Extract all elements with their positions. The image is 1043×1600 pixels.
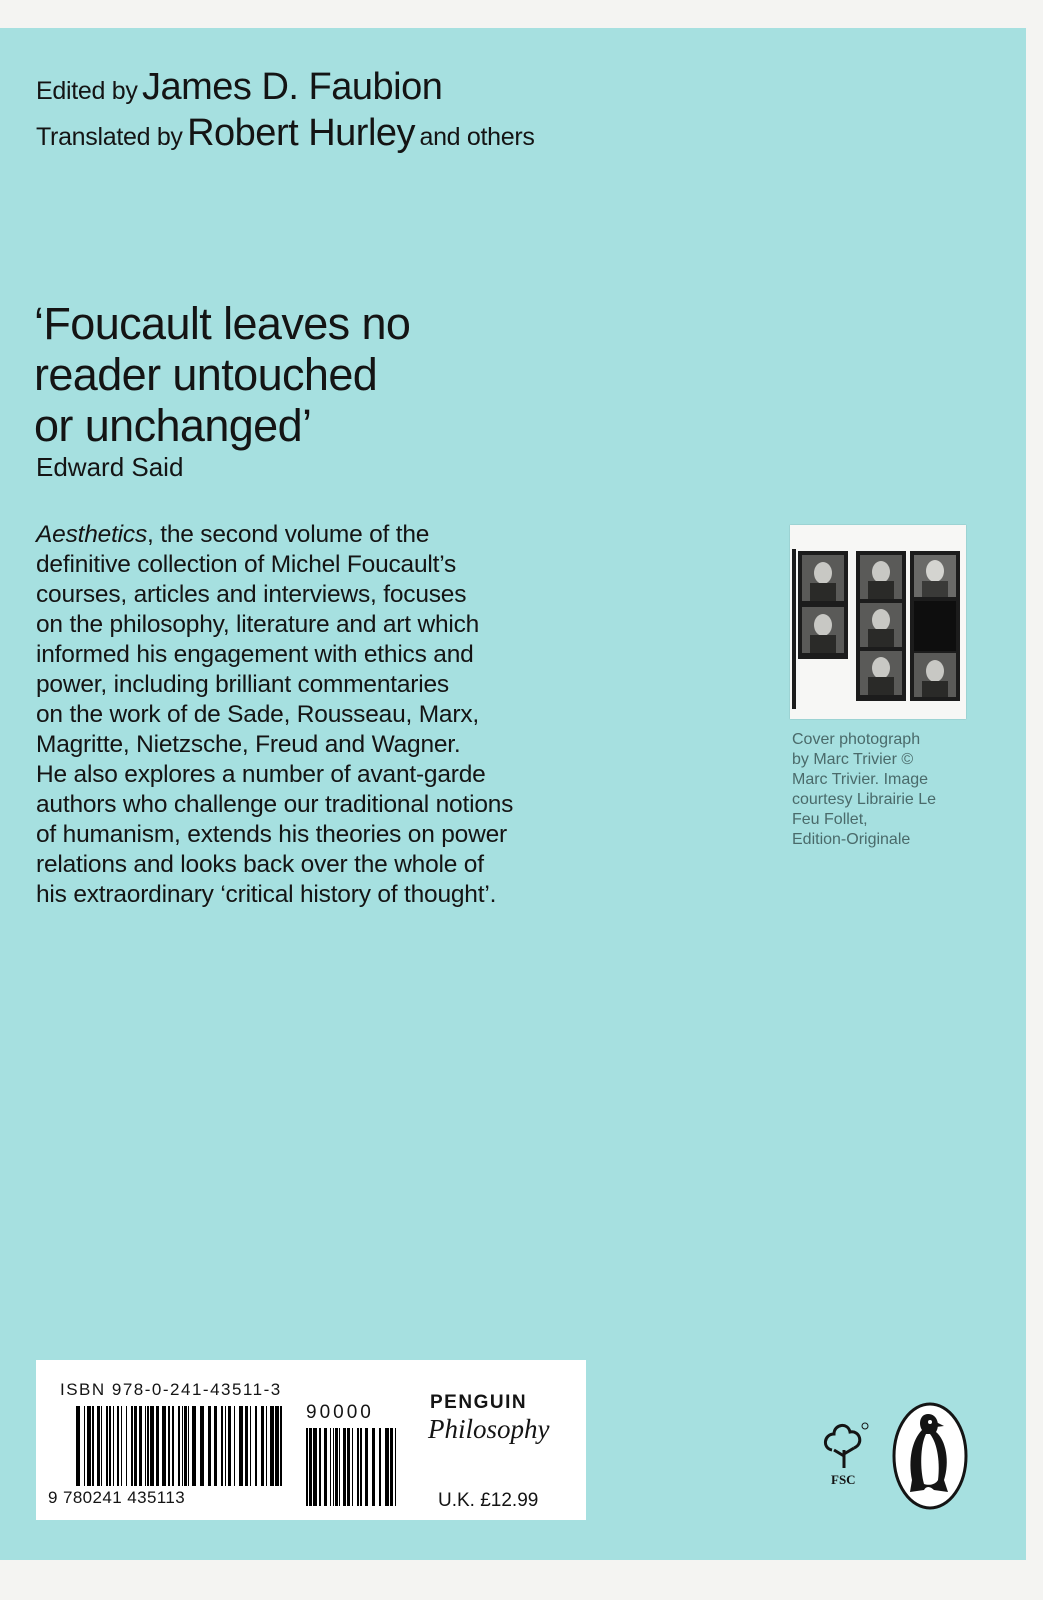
barcode-bar: [106, 1406, 108, 1486]
barcode-bar: [261, 1406, 264, 1486]
barcode-bar: [343, 1428, 346, 1506]
barcode-bar: [208, 1406, 211, 1486]
addon-barcode-icon: [306, 1428, 402, 1508]
barcode-bar: [313, 1428, 317, 1506]
barcode-bar: [188, 1406, 189, 1486]
series-name: Philosophy: [428, 1414, 550, 1444]
barcode-bar: [280, 1406, 282, 1486]
barcode-bar: [352, 1428, 353, 1506]
barcode-bar: [335, 1428, 338, 1506]
barcode-bar: [306, 1428, 308, 1506]
barcode-bar: [228, 1406, 231, 1486]
barcode-bar: [192, 1406, 196, 1486]
barcode-bar: [84, 1406, 85, 1486]
barcode-bar: [360, 1428, 362, 1506]
photo-credit: [792, 730, 936, 850]
book-title: Aesthetics: [36, 521, 148, 548]
translator-credit: [36, 114, 535, 152]
barcode-bar: [385, 1428, 389, 1506]
barcode-bar: [309, 1428, 312, 1506]
barcode-bar: [113, 1406, 114, 1486]
credits: [36, 68, 535, 152]
contact-sheet-image: [790, 525, 966, 719]
caption-line: courtesy Librairie Le: [792, 791, 937, 808]
blurb-line: He also explores a number of avant-garde: [36, 761, 486, 788]
barcode-bar: [245, 1406, 248, 1486]
barcode-digits: 9 780241 435113: [48, 1488, 186, 1507]
blurb-line: of humanism, extends his theories on power: [36, 821, 507, 848]
blurb-line: on the work of de Sade, Rousseau, Marx,: [36, 701, 479, 728]
barcode-bar: [131, 1406, 133, 1486]
barcode-bar: [250, 1406, 251, 1486]
barcode-bar: [372, 1428, 375, 1506]
blurb-line: relations and looks back over the whole of: [36, 851, 484, 878]
caption-line: by Marc Trivier ©: [792, 751, 914, 768]
barcode-bar: [357, 1428, 359, 1506]
fsc-label: FSC: [831, 1472, 856, 1487]
barcode-bar: [109, 1406, 111, 1486]
blurb-text: , the second volume of the: [147, 521, 430, 548]
barcode-bar: [200, 1406, 204, 1486]
contact-sheet-photo: [790, 525, 966, 719]
caption-line: Feu Follet,: [792, 811, 868, 828]
isbn-number: ISBN 978-0-241-43511-3: [60, 1380, 282, 1399]
barcode-bar: [150, 1406, 154, 1486]
barcode-bar: [339, 1428, 340, 1506]
barcode-bar: [134, 1406, 137, 1486]
editor-credit: [36, 68, 535, 106]
fsc-tree-logo-icon: [818, 1420, 870, 1472]
penguin-logo-icon: [890, 1400, 970, 1512]
barcode-bar: [333, 1428, 334, 1506]
price-addon-digits: 90000: [306, 1402, 374, 1423]
barcode-bar: [147, 1406, 149, 1486]
barcode-bar: [255, 1406, 257, 1486]
barcode-bar: [347, 1428, 350, 1506]
book-description: [36, 520, 626, 910]
barcode-bar: [239, 1406, 243, 1486]
translator-name: Robert Hurley: [187, 112, 416, 154]
barcode-bar: [139, 1406, 142, 1486]
barcode-bar: [178, 1406, 180, 1486]
barcode-bar: [117, 1406, 119, 1486]
barcode-bar: [275, 1406, 279, 1486]
blurb-line: his extraordinary ‘critical history of thought’.: [36, 881, 497, 908]
blurb-line: courses, articles and interviews, focuses: [36, 581, 467, 608]
publisher-name: PENGUIN: [430, 1392, 528, 1413]
quote-attribution: Edward Said: [36, 452, 184, 482]
blurb-line: power, including brilliant commentaries: [36, 671, 449, 698]
barcode-bar: [234, 1406, 235, 1486]
barcode-bar: [225, 1406, 226, 1486]
and-others-label: and others: [419, 123, 535, 151]
barcode-bar: [379, 1428, 381, 1506]
barcode-bar: [92, 1406, 94, 1486]
barcode-bar: [87, 1406, 91, 1486]
caption-line: Marc Trivier. Image: [792, 771, 929, 788]
quote-line: or unchanged’: [34, 400, 312, 451]
caption-line: Edition-Originale: [792, 831, 911, 848]
barcode-bar: [182, 1406, 183, 1486]
barcode-bar: [324, 1428, 327, 1506]
barcode-bar: [330, 1428, 331, 1506]
blurb-line: authors who challenge our traditional notions: [36, 791, 514, 818]
barcode-bar: [126, 1406, 127, 1486]
barcode-bar: [221, 1406, 223, 1486]
barcode-bar: [270, 1406, 274, 1486]
price-label: U.K. £12.99: [438, 1490, 539, 1511]
barcode-bar: [214, 1406, 217, 1486]
barcode-bar: [395, 1428, 396, 1506]
barcode-bar: [97, 1406, 100, 1486]
blurb-line: Magritte, Nietzsche, Freud and Wagner.: [36, 731, 461, 758]
barcode-bar: [266, 1406, 267, 1486]
barcode-bar: [145, 1406, 146, 1486]
barcode-bar: [121, 1406, 122, 1486]
barcode-bar: [184, 1406, 187, 1486]
barcode-bar: [76, 1406, 80, 1486]
quote-line: ‘Foucault leaves no: [34, 298, 411, 349]
blurb-line: informed his engagement with ethics and: [36, 641, 474, 668]
editor-name: James D. Faubion: [142, 66, 443, 108]
barcode-bar: [101, 1406, 102, 1486]
barcode-bar: [162, 1406, 166, 1486]
edited-by-label: Edited by: [36, 77, 138, 105]
translated-by-label: Translated by: [36, 123, 183, 151]
barcode-bar: [156, 1406, 159, 1486]
barcode-bar: [172, 1406, 174, 1486]
barcode-bar: [319, 1428, 321, 1506]
barcode-bar: [390, 1428, 393, 1506]
ean-barcode-icon: [76, 1406, 286, 1488]
blurb-line: definitive collection of Michel Foucault’s: [36, 551, 457, 578]
review-quote: [34, 298, 410, 451]
caption-line: Cover photograph: [792, 731, 921, 748]
barcode-bar: [168, 1406, 170, 1486]
blurb-line: [36, 520, 626, 550]
barcode-bar: [365, 1428, 368, 1506]
quote-line: reader untouched: [34, 349, 378, 400]
blurb-line: on the philosophy, literature and art which: [36, 611, 480, 638]
